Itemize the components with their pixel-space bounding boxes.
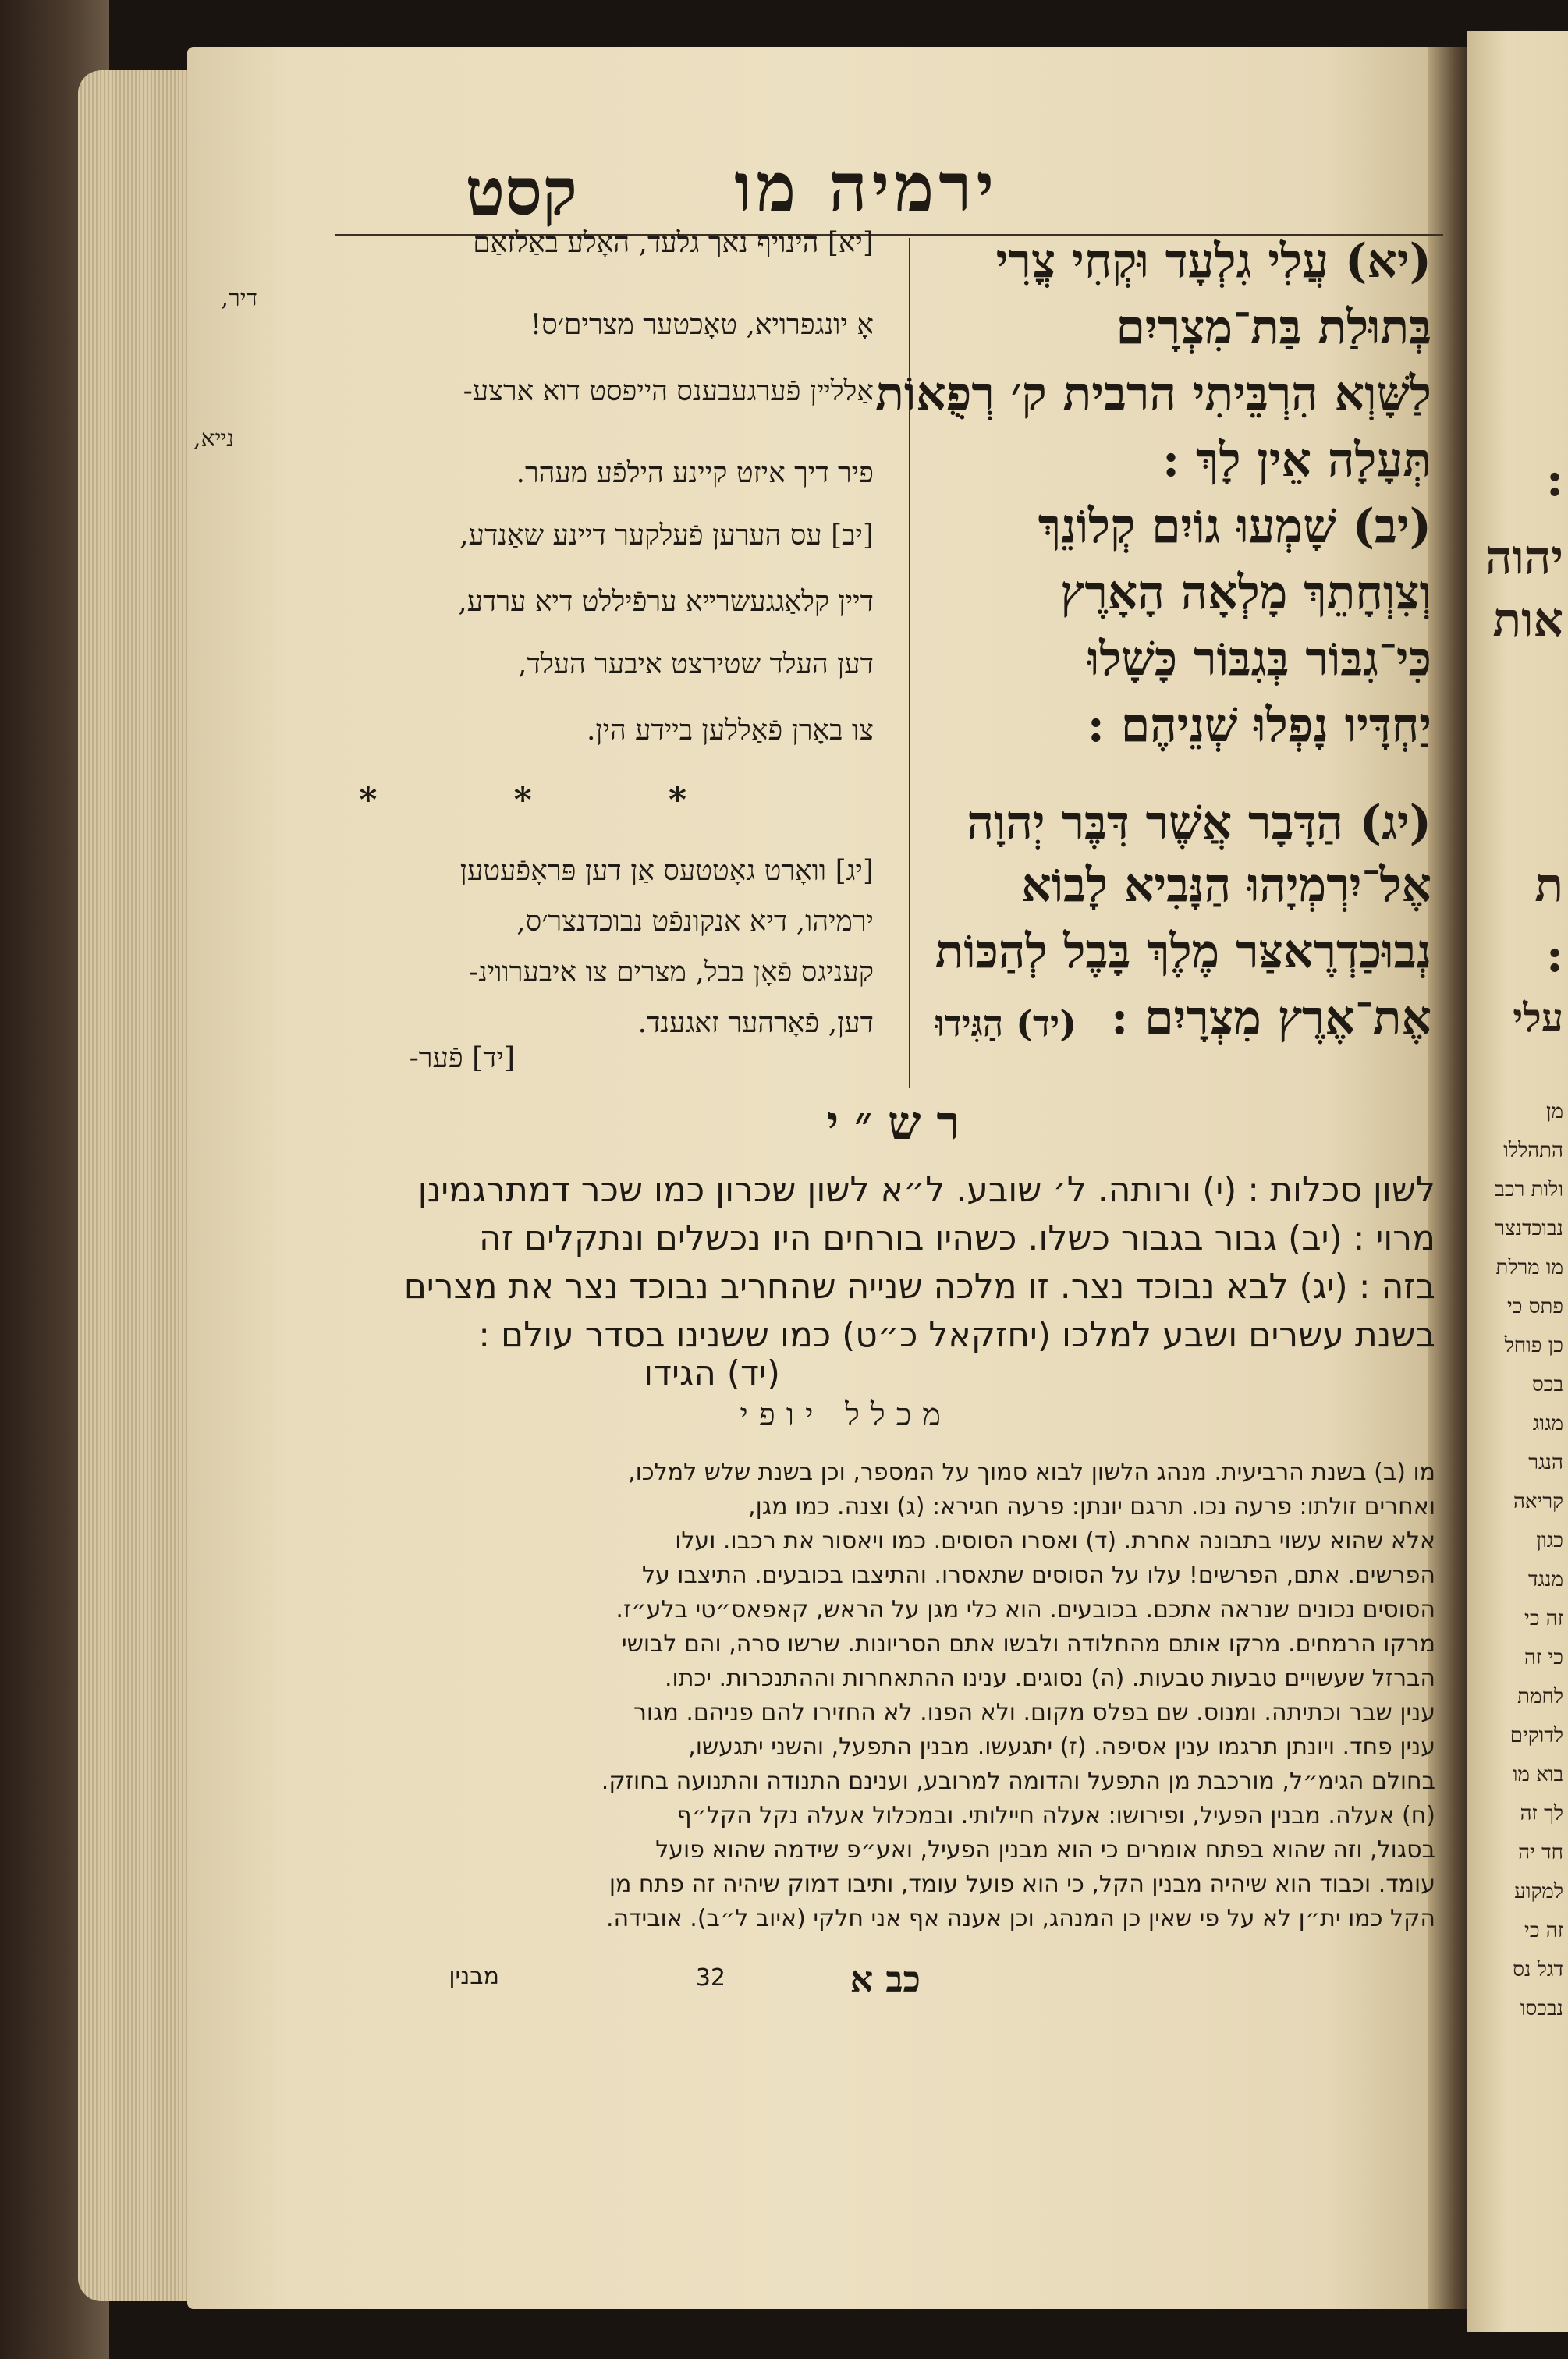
column-rule (909, 238, 910, 1088)
next-page-fragment: מן (1545, 1100, 1563, 1123)
next-page-fragment: קריאה (1513, 1490, 1563, 1513)
commentary-line: בחולם הגימ״ל, מורכבת מן התפעל והדומה למרובע, וענינם התנודה והתנועה בחוזק. (601, 1768, 1435, 1795)
commentary-line: ואחרים זולתו: פרעה נכו. תרגם יונתן: פרעה חגירא: (ג) וצנה. כמו מגן, (748, 1493, 1435, 1520)
next-page-fragment: זה כי (1524, 1607, 1563, 1630)
next-page-fragment: כן פוחל (1504, 1334, 1563, 1357)
next-page-fragment: כי זה (1524, 1646, 1563, 1669)
rashi-line: בשנת עשרים ושבע למלכו (יחזקאל כ״ט) כמו ששנינו בסדר עולם : (478, 1315, 1435, 1355)
bible-verse-line: (יב) שָׁמְעוּ גוֹיִם קְלוֹנֵךְ (1038, 499, 1431, 554)
next-page-fragment: חד יה (1518, 1841, 1563, 1864)
commentary-line: מו (ב) בשנת הרביעית. מנהג הלשון לבוא סמוך על המספר, וכן בשנת שלש למלכו, (628, 1459, 1435, 1486)
next-page-fragment: זה כי (1524, 1919, 1563, 1942)
translation-line: צו באָרן פֿאַללען ביידע הין. (586, 715, 874, 747)
next-page-fragment: לחמת (1517, 1685, 1563, 1708)
translation-line: אָ יונגפרויא, טאָכטער מצרים׳ס! (530, 309, 874, 341)
next-page-fragment: בוא מו (1512, 1763, 1563, 1786)
rashi-title: רש״י (826, 1096, 975, 1151)
commentary-line: ענין פחד. ויונתן תרגמו ענין אסיפה. (ז) יתגעשו. מבנין התפעל, והשני יתגעשו, (688, 1733, 1435, 1761)
translation-line: דען העלד שטירצט איבער העלד, (518, 648, 874, 680)
commentary-line: הפרשים. אתם, הפרשים! עלו על הסוסים שתאסרו. והתיצבו בכובעים. התיצבו על (641, 1562, 1435, 1589)
next-page-fragment: בכס (1531, 1373, 1563, 1396)
translation-line: [יד] פֿער- (409, 1042, 515, 1074)
commentary-line: ענין שבר וכתיתה. ומנוס. שם בפלס מקום. ולא הפנו. לא החזירו להם פניהם. מגור (633, 1699, 1435, 1726)
commentary-title: מכלל יופי (740, 1397, 952, 1433)
next-page-fragment: לך זה (1520, 1802, 1563, 1825)
section-stars: * * * (359, 780, 749, 820)
next-page-fragment: יהוה (1485, 530, 1563, 585)
running-head: ירמיה מו (734, 148, 999, 227)
bible-verse-line: לַשָּׁוְא הִרְבֵּיתִי הרבית ק׳ רְפֻאוֹת (875, 367, 1431, 421)
signature-mark: כב א (850, 1958, 921, 2000)
commentary-line: הברזל שעשויים טבעות טבעות. (ה) נסוגים. ענינו ההתאחרות וההתנכרות. יכתו. (665, 1665, 1435, 1692)
next-page-fragment: : (1545, 928, 1563, 983)
bible-verse-line: תְּעָלָה אֵין לָךְ : (1162, 433, 1431, 488)
next-page-fragment: אות (1492, 593, 1563, 647)
next-page-fragment: ת (1534, 858, 1563, 913)
bible-verse-line: וְצִוְחָתֵךְ מָלְאָה הָאָרֶץ (1060, 566, 1431, 620)
commentary-line: בסגול, וזה שהוא בפתח אומרים כי הוא מבנין הפעיל, ואע״פ שידמה שהוא פועל (655, 1836, 1435, 1864)
translation-line: דיין קלאַגגעשרײא ערפֿיללט דיא ערדע, (458, 586, 874, 618)
next-page-fragment: : (1545, 452, 1563, 507)
commentary-line: מרקו הרמחים. מרקו אותם מהחלודה ולבשו אתם הסריונות. שרשו סרה, והם לבושי (621, 1630, 1435, 1658)
commentary-line: הקל כמו ית״ן לא על פי שאין כן המנהג, וכן אענה אף אני חלקי (איוב ל״ב). אובידה. (605, 1905, 1435, 1932)
translation-line: נײא, (193, 425, 234, 452)
rashi-line: מרוי : (יב) גבור בגבור כשלו. כשהיו בורחים היו נכשלים ונתקלים זה (479, 1219, 1435, 1258)
bible-verse-line: אֶל־יִרְמְיָהוּ הַנָּבִיא לָבוֹא (1021, 858, 1431, 913)
bible-verse-line: יַחְדָּיו נָפְלוּ שְׁנֵיהֶם : (1087, 698, 1431, 753)
commentary-line: אלא שהוא עשוי בתבונה אחרת. (ד) ואסרו הסוסים. כמו ויאסור את רכבו. ועלו (675, 1527, 1435, 1555)
translation-line: דען, פֿאָרהער זאגענד. (637, 1007, 874, 1039)
next-page-fragment: מגוג (1532, 1412, 1563, 1435)
bible-verse-line: בְּתוּלַת בַּת־מִצְרָיִם (1116, 300, 1431, 355)
next-page-fragment: נבוכדנצר (1495, 1217, 1563, 1240)
translation-line: פיר דיך איזט קיינע הילפֿע מעהר. (516, 457, 874, 489)
next-page-fragment: התהללו (1503, 1139, 1563, 1162)
translation-line: קעניגס פֿאָן בבל, מצרים צו איבערווינ- (468, 956, 874, 988)
next-page-edge (1467, 31, 1568, 2332)
next-page-fragment: הנגר (1528, 1451, 1563, 1474)
commentary-line: עומד. וכבוד הוא שיהיה מבנין הקל, כי הוא פועל עומד, ותיבו דמוק שיהיה זה פתח מן (608, 1871, 1435, 1898)
next-page-fragment: דגל נס (1513, 1958, 1563, 1981)
translation-line: אַללײן פֿערגעבענס הייפסט דוא ארצע- (463, 375, 874, 407)
next-page-fragment: כגון (1536, 1529, 1563, 1552)
next-page-fragment: למקוע (1514, 1880, 1563, 1903)
translation-line: [יב] עס הערען פֿעלקער דיינע שאַנדע, (459, 520, 874, 552)
translation-line: [יג] וואָרט גאָטטעס אַן דען פּראָפֿעטען (459, 855, 874, 887)
next-page-fragment: מנגד (1528, 1568, 1563, 1591)
commentary-line: הסוסים נכונים שנראה אתכם. בכובעים. הוא כלי מגן על הראש, קאפאס״טי בלע״ז. (615, 1596, 1435, 1623)
bible-verse-line: (יד) הַגִּידוּ (935, 1002, 1077, 1045)
rashi-line: לשון סכלות : (י) ורותה. ל׳ שובע. ל״א לשון שכרון כמו שכר דמתרגמינן (417, 1170, 1435, 1210)
translation-line: [יא] הינויף נאך גלעד, האָלע באַלזאַם (473, 227, 874, 259)
bible-verse-line: (יג) הַדָּבָר אֲשֶׁר דִּבֶּר יְהוָה (967, 796, 1431, 850)
rashi-line: (יד) הגידו (644, 1353, 780, 1393)
bible-verse-line: כִּי־גִבּוֹר בְּגִבּוֹר כָּשָׁלוּ (1087, 632, 1431, 686)
bible-verse-line: נְבוּכַדְרֶאצַּר מֶלֶךְ בָּבֶל לְהַכּוֹת (935, 924, 1431, 979)
next-page-fragment: נבכסו (1520, 1997, 1563, 2020)
next-page-fragment: ולות רכב (1495, 1178, 1563, 1201)
next-page-fragment: לדוקים (1509, 1724, 1563, 1747)
translation-line: דיר, (221, 285, 257, 312)
next-page-fragment: מו מרלת (1495, 1256, 1563, 1279)
catchword: מבנין (449, 1963, 499, 1990)
next-page-fragment: פתס כי (1506, 1295, 1563, 1318)
signature-number: 32 (695, 1964, 725, 1992)
bible-verse-line: אֶת־אֶרֶץ מִצְרָיִם : (1111, 991, 1431, 1045)
commentary-line: (ח) אעלה. מבנין הפעיל, ופירושו: אעלה חיילותי. ובמכלול אעלה נקל הקל״ף (676, 1802, 1435, 1829)
next-page-fragment: עלי (1513, 995, 1563, 1041)
bible-verse-line: (יא) עֲלִי גִלְעָד וּקְחִי צֳרִי (995, 234, 1431, 289)
page-edges (78, 70, 203, 2301)
folio-number: קסט (465, 153, 577, 230)
rashi-line: בזה : (יג) לבא נבוכד נצר. זו מלכה שנייה שהחריב נבוכד נצר את מצרים (403, 1267, 1435, 1307)
translation-line: ירמיהו, דיא אנקונפֿט נבוכדנצר׳ס, (516, 906, 874, 938)
